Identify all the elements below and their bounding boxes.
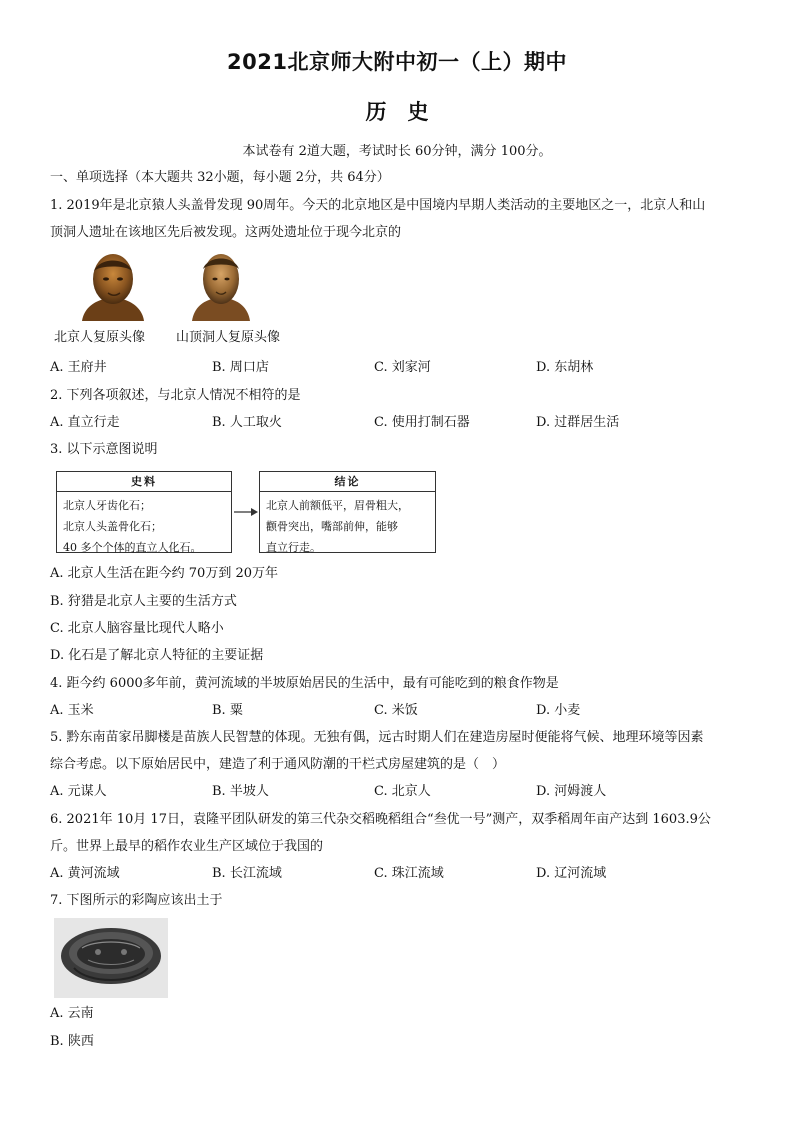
q2-option-a[interactable]: A. 直立行走 <box>50 415 120 430</box>
page-title: 2021北京师大附中初一（上）期中 <box>227 50 567 74</box>
peking-man-bust-image <box>70 249 156 321</box>
q4-option-b[interactable]: B. 粟 <box>212 703 243 718</box>
q5-option-a[interactable]: A. 元谋人 <box>50 784 107 799</box>
q3-option-a[interactable]: A. 北京人生活在距今约 70万到 20万年 <box>50 566 279 581</box>
caption-peking-man: 北京人复原头像 <box>54 330 146 345</box>
q6-option-d[interactable]: D. 辽河流域 <box>536 866 607 881</box>
q5-option-b[interactable]: B. 半坡人 <box>212 784 269 799</box>
conclusion-line: 颧骨突出，嘴部前伸，能够 <box>266 520 398 533</box>
source-line: 北京人头盖骨化石； <box>63 520 162 533</box>
source-material-heading: 史料 <box>57 472 231 492</box>
q1-stem-line1: 1. 2019年是北京猿人头盖骨发现 90周年。今天的北京地区是中国境内早期人类活动的主要地区之一，北京人和山 <box>50 198 706 213</box>
q5-stem-line2: 综合考虑。以下原始居民中，建造了利于通风防潮的干栏式房屋建筑的是（ ） <box>50 757 506 772</box>
caption-upper-cave-man: 山顶洞人复原头像 <box>176 330 281 345</box>
q7-stem: 7. 下图所示的彩陶应该出土于 <box>50 893 223 908</box>
q4-option-a[interactable]: A. 玉米 <box>50 703 94 718</box>
q4-stem: 4. 距今约 6000多年前，黄河流域的半坡原始居民的生活中，最有可能吃到的粮食作物是 <box>50 676 559 691</box>
q3-stem: 3. 以下示意图说明 <box>50 442 158 457</box>
q2-option-d[interactable]: D. 过群居生活 <box>536 415 620 430</box>
q1-option-d[interactable]: D. 东胡林 <box>536 360 594 375</box>
q6-option-c[interactable]: C. 珠江流域 <box>374 866 444 881</box>
conclusion-line: 北京人前额低平，眉骨粗大， <box>266 499 409 512</box>
q4-option-d[interactable]: D. 小麦 <box>536 703 581 718</box>
section-heading: 一、单项选择（本大题共 32小题，每小题 2分，共 64分） <box>50 170 390 185</box>
source-line: 40 多个个体的直立人化石。 <box>63 541 202 554</box>
q4-option-c[interactable]: C. 米饭 <box>374 703 418 718</box>
q1-option-a[interactable]: A. 王府井 <box>50 360 107 375</box>
arrow-right-icon <box>233 506 259 518</box>
q3-option-d[interactable]: D. 化石是了解北京人特征的主要证据 <box>50 648 264 663</box>
q6-option-b[interactable]: B. 长江流域 <box>212 866 282 881</box>
q5-stem-line1: 5. 黔东南苗家吊脚楼是苗族人民智慧的体现。无独有偶，远古时期人们在建造房屋时便能将气候、地理环境等因素 <box>50 730 704 745</box>
q7-option-b[interactable]: B. 陕西 <box>50 1034 94 1049</box>
painted-pottery-basin-image <box>54 918 168 998</box>
q5-option-c[interactable]: C. 北京人 <box>374 784 431 799</box>
exam-intro: 本试卷有 2道大题，考试时长 60分钟，满分 100分。 <box>242 144 552 159</box>
source-line: 北京人牙齿化石； <box>63 499 151 512</box>
q1-stem-line2: 顶洞人遗址在该地区先后被发现。这两处遗址位于现今北京的 <box>50 225 402 240</box>
q3-option-b[interactable]: B. 狩猎是北京人主要的生活方式 <box>50 594 237 609</box>
q6-option-a[interactable]: A. 黄河流域 <box>50 866 120 881</box>
q1-option-b[interactable]: B. 周口店 <box>212 360 269 375</box>
conclusion-box <box>259 471 436 553</box>
subject-title: 历 史 <box>365 100 429 124</box>
q3-option-c[interactable]: C. 北京人脑容量比现代人略小 <box>50 621 224 636</box>
q2-option-b[interactable]: B. 人工取火 <box>212 415 282 430</box>
upper-cave-man-bust-image <box>178 249 264 321</box>
source-material-box <box>56 471 232 553</box>
q2-option-c[interactable]: C. 使用打制石器 <box>374 415 470 430</box>
q7-option-a[interactable]: A. 云南 <box>50 1006 94 1021</box>
q1-option-c[interactable]: C. 刘家河 <box>374 360 431 375</box>
conclusion-heading: 结论 <box>260 472 435 492</box>
q2-stem: 2. 下列各项叙述，与北京人情况不相符的是 <box>50 388 301 403</box>
conclusion-line: 直立行走。 <box>266 541 321 554</box>
q6-stem-line1: 6. 2021年 10月 17日，袁隆平团队研发的第三代杂交稻晚稻组合“叁优一号”测产，双季稻周年亩产达到 1603.9公 <box>50 812 711 827</box>
q6-stem-line2: 斤。世界上最早的稻作农业生产区域位于我国的 <box>50 839 324 854</box>
q5-option-d[interactable]: D. 河姆渡人 <box>536 784 607 799</box>
